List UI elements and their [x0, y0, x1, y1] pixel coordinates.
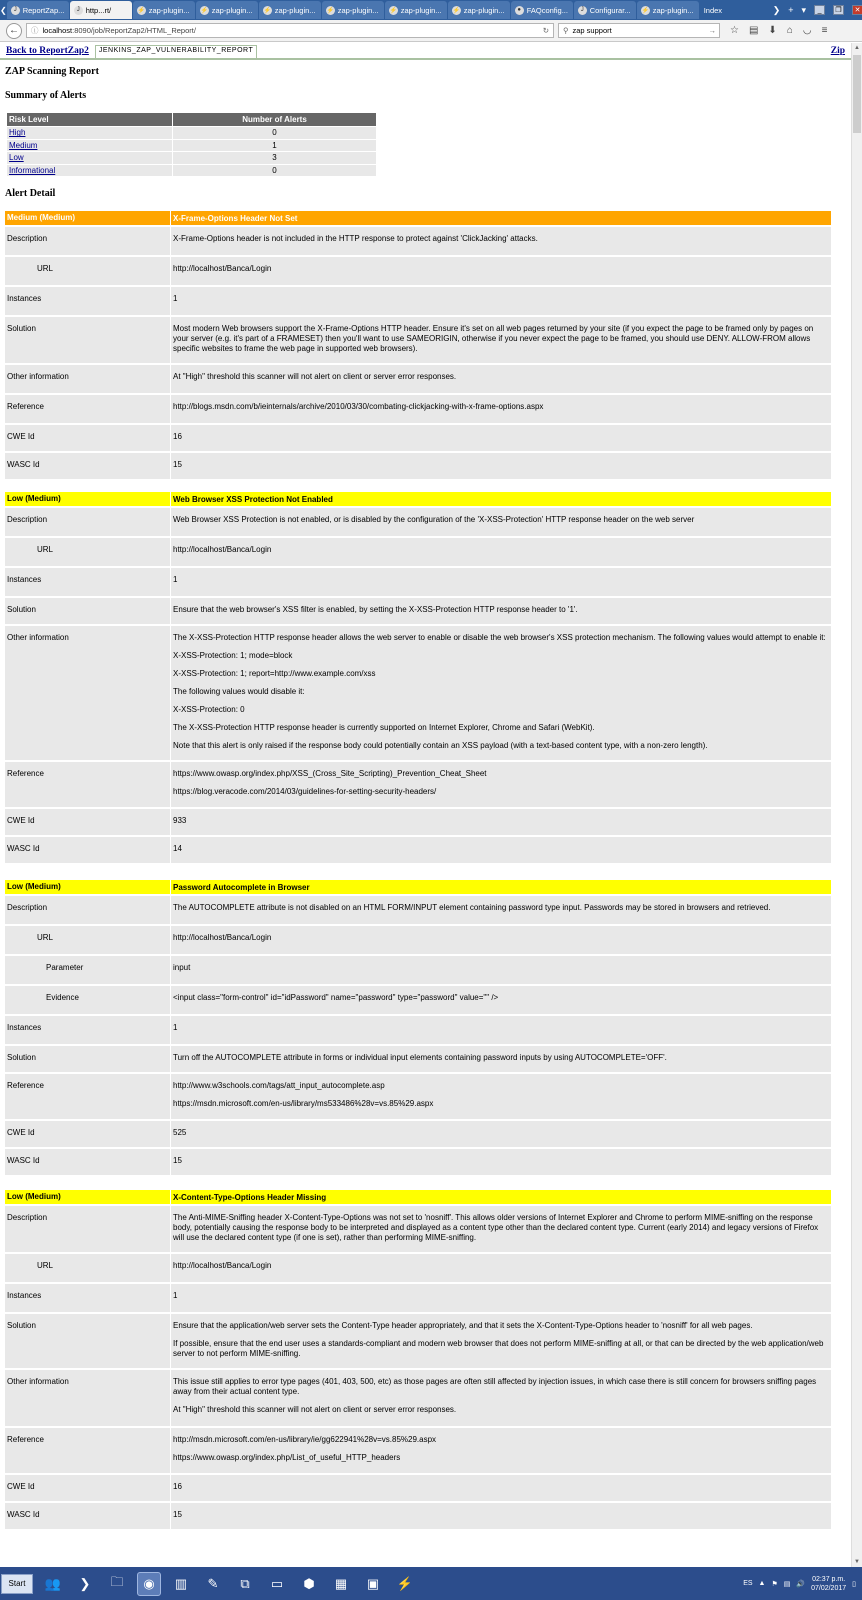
browser-tab[interactable] [196, 1, 258, 19]
report-tab[interactable]: JENKINS_ZAP_VULNERABILITY_REPORT [95, 45, 257, 58]
clock-time: 02:37 p.m. [812, 1575, 846, 1583]
alert-table [5, 880, 831, 1177]
alert-label-parameter: Parameter [5, 956, 170, 984]
alert-detail-heading: Alert Detail [5, 188, 56, 199]
alert-row-instances [5, 287, 831, 315]
alert-label-reference: Reference [5, 762, 170, 807]
alert-row-instances [5, 568, 831, 596]
archive-icon[interactable]: ▥ [174, 1575, 188, 1591]
search-icon: ⚲ [563, 26, 569, 35]
alert-paragraph: X-XSS-Protection: 1; report=http://www.example.com/xss [173, 669, 376, 678]
browser-tab[interactable] [511, 1, 573, 19]
clipboard-icon[interactable]: ▤ [748, 25, 759, 36]
alert-label-description: Description [5, 896, 170, 924]
alert-row-solution [5, 1046, 831, 1072]
alert-row-description [5, 508, 831, 536]
menu-icon[interactable]: ≡ [821, 25, 828, 36]
alert-row-wasc [5, 1149, 831, 1175]
alert-label-cwe: CWE Id [5, 425, 170, 451]
alert-row-cwe [5, 1475, 831, 1501]
url-path: :8090/job/ReportZap2/HTML_Report/ [72, 26, 196, 35]
alert-value-description: The AUTOCOMPLETE attribute is not disabled on an HTML FORM/INPUT element containing password type input. Passwords may be stored in browsers and retrieved. [171, 896, 831, 924]
alert-name: X-Content-Type-Options Header Missing [171, 1190, 831, 1204]
summary-row [7, 152, 376, 164]
info-icon[interactable]: ⓘ [31, 26, 39, 35]
summary-risk-link[interactable]: Informational [9, 165, 56, 175]
jenkins-icon: J [578, 6, 587, 15]
toolbar-icons [730, 25, 827, 36]
scrollbar-thumb[interactable] [853, 55, 861, 133]
search-go-icon[interactable]: → [708, 26, 716, 35]
language-indicator[interactable]: ES [743, 1580, 753, 1587]
alert-name: Web Browser XSS Protection Not Enabled [171, 492, 831, 506]
alert-row-description [5, 227, 831, 255]
browser-tab[interactable] [385, 1, 447, 19]
alert-label-wasc: WASC Id [5, 1503, 170, 1529]
browser-tab-label: Configurar... [589, 5, 631, 15]
tray-flag-icon[interactable]: ⚑ [771, 1580, 778, 1588]
alert-label-cwe: CWE Id [5, 1121, 170, 1147]
file-explorer-icon[interactable]: 🗀 [110, 1573, 124, 1589]
browser-tab[interactable] [7, 1, 69, 19]
reference-link: https://www.owasp.org/index.php/XSS_(Cross_Site_Scripting)_Prevention_Cheat_Sheet [173, 769, 487, 778]
alert-label-wasc: WASC Id [5, 1149, 170, 1175]
clock[interactable] [811, 1575, 846, 1593]
notes-icon[interactable]: ✎ [207, 1575, 219, 1591]
alert-paragraph: If possible, ensure that the end user uses a standards-compliant and modern web browser that does not perform MIME-sniffing at all, or that can be directed by the web application/web server to not perform MIME-sniffing. [173, 1339, 824, 1358]
alert-label-cwe: CWE Id [5, 809, 170, 835]
alert-risk: Low (Medium) [5, 492, 170, 506]
tab-tools [773, 0, 862, 20]
powershell-icon[interactable]: ❯ [79, 1575, 91, 1591]
alert-row-evidence [5, 986, 831, 1014]
alert-value-url: http://localhost/Banca/Login [171, 538, 831, 566]
alert-label-solution: Solution [5, 1314, 170, 1368]
alert-label-description: Description [5, 227, 170, 255]
toolbox-icon[interactable]: ⧉ [240, 1575, 250, 1591]
new-tab-icon[interactable]: + [788, 5, 794, 15]
alert-label-description: Description [5, 1206, 170, 1252]
zap-icon: ⚡ [200, 7, 208, 14]
alert-value-cwe: 525 [171, 1121, 831, 1147]
tray-volume-icon[interactable]: 🔊 [796, 1580, 806, 1588]
alert-value-description: The Anti-MIME-Sniffing header X-Content-Type-Options was not set to 'nosniff'. This allows older versions of Internet Explorer and Chrome to perform MIME-sniffing on the response body, potentially causing the response body to be interpreted and displayed as a content type other than the declared content type. Current (early 2014) and legacy versions of Firefox will use the declared content type (if one is set), rather than performing MIME-sniffing. [171, 1206, 831, 1252]
alert-row-solution [5, 598, 831, 624]
browser-tab-label: ReportZap... [22, 5, 65, 15]
alert-row-description [5, 1206, 831, 1252]
browser-tab[interactable] [322, 1, 384, 19]
alert-risk: Medium (Medium) [5, 211, 170, 225]
alert-paragraph: X-XSS-Protection: 0 [173, 705, 245, 714]
jenkins-icon: J [11, 6, 20, 15]
alert-row-cwe [5, 425, 831, 451]
summary-count: 3 [173, 152, 376, 164]
reference-link: https://blog.veracode.com/2014/03/guidelines-for-setting-security-headers/ [173, 787, 437, 796]
scroll-down-icon[interactable]: ▼ [854, 1559, 860, 1565]
bookmark-star-icon[interactable]: ☆ [730, 25, 739, 36]
alert-value-reference [171, 1074, 831, 1119]
summary-risk-link[interactable]: High [9, 128, 26, 138]
alert-paragraph: The X-XSS-Protection HTTP response header is currently supported on Internet Explorer, Chrome and Safari (WebKit). [173, 723, 595, 732]
alert-row-url [5, 538, 831, 566]
alert-value-reference [171, 1428, 831, 1473]
summary-risk-cell [7, 140, 172, 152]
alert-row-wasc [5, 1503, 831, 1529]
browser-tab-label: zap-plugin... [211, 5, 253, 15]
alert-risk: Low (Medium) [5, 880, 170, 894]
alert-row-instances [5, 1016, 831, 1044]
browser-tab[interactable] [70, 1, 132, 19]
alert-value-wasc: 14 [171, 837, 831, 863]
alert-label-reference: Reference [5, 1074, 170, 1119]
reference-link: https://www.owasp.org/index.php/List_of_useful_HTTP_headers [173, 1453, 401, 1462]
alert-label-other: Other information [5, 626, 170, 760]
summary-row [7, 165, 376, 177]
summary-table [6, 112, 377, 177]
clock-date: 07/02/2017 [811, 1584, 847, 1592]
scroll-up-icon[interactable]: ▲ [854, 45, 860, 51]
alert-row-wasc [5, 837, 831, 863]
browser-tab-strip [0, 0, 862, 20]
browser-tab[interactable] [259, 1, 321, 19]
github-icon: ● [515, 6, 524, 15]
alert-row-solution [5, 1314, 831, 1368]
zap-icon: ⚡ [137, 7, 145, 14]
summary-risk-cell [7, 165, 172, 177]
alert-row-solution [5, 317, 831, 363]
alert-row-cwe [5, 1121, 831, 1147]
alert-label-solution: Solution [5, 317, 170, 363]
alert-value-parameter: input [171, 956, 831, 984]
pocket-icon[interactable]: ◡ [802, 25, 812, 36]
reference-link: http://msdn.microsoft.com/en-us/library/ie/gg622941%28v=vs.85%29.aspx [173, 1435, 437, 1444]
alert-row-wasc [5, 453, 831, 479]
alert-value-instances: 1 [171, 1016, 831, 1044]
restore-icon[interactable]: ❐ [833, 5, 844, 15]
summary-risk-link[interactable]: Medium [9, 140, 38, 150]
alert-paragraph: X-XSS-Protection: 1; mode=block [173, 651, 293, 660]
alert-row-url [5, 1254, 831, 1282]
alert-value-wasc: 15 [171, 453, 831, 479]
show-desktop-icon[interactable]: ▯ [852, 1580, 856, 1588]
system-tray [743, 1575, 862, 1593]
alert-paragraph: The X-XSS-Protection HTTP response header allows the web server to enable or disable the web browser's XSS protection mechanism. The following values would attempt to enable it: [173, 633, 826, 642]
alert-value-reference [171, 395, 831, 423]
browser-tab-label: zap-plugin... [274, 5, 316, 15]
summary-count: 0 [173, 127, 376, 139]
browser-tab[interactable] [448, 1, 510, 19]
alert-label-instances: Instances [5, 1284, 170, 1312]
zap-icon: ⚡ [452, 7, 460, 14]
start-label: Start [8, 1579, 26, 1588]
alert-row-cwe [5, 809, 831, 835]
alert-paragraph: The following values would disable it: [173, 687, 305, 696]
firefox-icon[interactable]: ◉ [137, 1572, 161, 1596]
close-window-icon[interactable]: ✕ [852, 5, 862, 15]
alert-value-cwe: 16 [171, 1475, 831, 1501]
alert-header-row [5, 211, 831, 225]
browser-tab-label: zap-plugin... [148, 5, 190, 15]
alert-label-evidence: Evidence [5, 986, 170, 1014]
summary-row [7, 140, 376, 152]
alert-paragraph: This issue still applies to error type pages (401, 403, 500, etc) as those pages are often still affected by injection issues, in which case there is still concern for browsers sniffing pages away from their actual content type. [173, 1377, 817, 1396]
alert-paragraph: At "High" threshold this scanner will not alert on client or server error responses. [173, 1405, 457, 1414]
alert-row-instances [5, 1284, 831, 1312]
summary-heading: Summary of Alerts [5, 90, 87, 101]
alert-value-other [171, 1370, 831, 1426]
browser-tab[interactable] [700, 1, 772, 19]
browser-tab-label: zap-plugin... [337, 5, 379, 15]
url-host: localhost [42, 26, 73, 35]
alert-label-instances: Instances [5, 287, 170, 315]
back-arrow-icon[interactable]: ← [6, 23, 22, 39]
alert-value-other: At "High" threshold this scanner will not alert on client or server error responses. [171, 365, 831, 393]
alert-label-reference: Reference [5, 1428, 170, 1473]
minimize-icon[interactable]: _ [814, 5, 825, 15]
alert-value-instances: 1 [171, 287, 831, 315]
alert-label-instances: Instances [5, 568, 170, 596]
summary-count: 0 [173, 165, 376, 177]
browser-tab-label: FAQconfig... [526, 5, 568, 15]
alert-table [5, 1190, 831, 1531]
alert-row-url [5, 926, 831, 954]
back-to-project-link[interactable]: Back to ReportZap2 [6, 46, 89, 56]
summary-count: 1 [173, 140, 376, 152]
alert-paragraph: Note that this alert is only raised if the response body could potentially contain an XSS payload (with a text-based content type, with a non-zero length). [173, 741, 708, 750]
alert-value-url: http://localhost/Banca/Login [171, 1254, 831, 1282]
alert-label-url: URL [5, 257, 170, 285]
alert-label-reference: Reference [5, 395, 170, 423]
zap-icon: ⚡ [263, 7, 271, 14]
alert-value-solution: Ensure that the web browser's XSS filter is enabled, by setting the X-XSS-Protection HTTP response header to '1'. [171, 598, 831, 624]
alert-header-row [5, 880, 831, 894]
alert-value-url: http://localhost/Banca/Login [171, 257, 831, 285]
alert-row-reference [5, 1074, 831, 1119]
alert-label-wasc: WASC Id [5, 837, 170, 863]
tab-scroll-right-icon[interactable]: ❯ [772, 4, 781, 15]
reference-link: http://www.w3schools.com/tags/att_input_autocomplete.asp [173, 1081, 385, 1090]
zap-icon: ⚡ [389, 7, 397, 14]
alert-value-description: X-Frame-Options header is not included in the HTTP response to protect against 'ClickJacking' attacks. [171, 227, 831, 255]
download-icon[interactable]: ⬇ [768, 25, 777, 36]
browser-tab[interactable] [574, 1, 636, 19]
alert-value-instances: 1 [171, 1284, 831, 1312]
browser-tab-label: http...rt/ [85, 5, 112, 15]
alert-value-description: Web Browser XSS Protection is not enabled, or is disabled by the configuration of the 'X-XSS-Protection' HTTP response header on the web server [171, 508, 831, 536]
zap-app-icon[interactable]: ⚡ [396, 1575, 414, 1591]
report-page [0, 43, 851, 1567]
report-header-bar [0, 43, 851, 60]
alert-table [5, 492, 831, 865]
zip-link[interactable]: Zip [830, 46, 845, 56]
alert-label-url: URL [5, 926, 170, 954]
summary-risk-cell [7, 152, 172, 164]
alert-value-evidence: <input class="form-control" id="idPassword" name="password" type="password" value="" /> [171, 986, 831, 1014]
tray-network-icon[interactable]: ▤ [783, 1580, 791, 1588]
tray-arrow-icon[interactable]: ▲ [758, 1580, 766, 1587]
browser-tab-label: Index [703, 5, 723, 15]
alert-row-reference [5, 1428, 831, 1473]
jenkins-icon: J [74, 6, 83, 15]
users-app-icon[interactable]: 👥 [44, 1575, 62, 1591]
alert-table [5, 211, 831, 481]
page-scrollbar[interactable] [851, 43, 862, 1567]
browser-tab[interactable] [133, 1, 195, 19]
alert-value-wasc: 15 [171, 1503, 831, 1529]
alert-value-instances: 1 [171, 568, 831, 596]
summary-risk-cell [7, 127, 172, 139]
alert-value-url: http://localhost/Banca/Login [171, 926, 831, 954]
address-bar[interactable] [26, 23, 554, 38]
alert-label-url: URL [5, 538, 170, 566]
alert-risk: Low (Medium) [5, 1190, 170, 1204]
alert-header-row [5, 1190, 831, 1204]
tab-scroll-left-icon[interactable]: ❮ [0, 5, 7, 15]
alert-value-other [171, 626, 831, 760]
alert-header-row [5, 492, 831, 506]
alert-name: Password Autocomplete in Browser [171, 880, 831, 894]
start-button[interactable] [1, 1574, 33, 1594]
navigation-bar [0, 20, 862, 42]
summary-col-risk: Risk Level [7, 113, 172, 126]
alert-value-solution [171, 1314, 831, 1368]
alert-value-reference [171, 762, 831, 807]
browser-tab-label: zap-plugin... [652, 5, 694, 15]
zap-icon: ⚡ [641, 7, 649, 14]
reference-link: https://msdn.microsoft.com/en-us/library/ms533486%28v=vs.85%29.aspx [173, 1099, 434, 1108]
server-manager-icon[interactable]: ▦ [334, 1575, 348, 1591]
alert-row-other [5, 365, 831, 393]
browser-tab[interactable] [637, 1, 699, 19]
home-icon[interactable]: ⌂ [786, 25, 793, 36]
alert-value-solution: Most modern Web browsers support the X-Frame-Options HTTP header. Ensure it's set on all web pages returned by your site (if you expect the page to be framed only by pages on your server (e.g. it's part of a FRAMESET) then you'll want to use SAMEORIGIN, otherwise if you never expect the page to be framed, you should use DENY. ALLOW-FROM allows specific websites to frame the web page in supported web browsers). [171, 317, 831, 363]
alert-row-url [5, 257, 831, 285]
tab-list-icon[interactable]: ▾ [801, 4, 807, 15]
alert-row-description [5, 896, 831, 924]
summary-risk-link[interactable]: Low [9, 153, 24, 163]
browser-tab-label: zap-plugin... [400, 5, 442, 15]
alert-row-reference [5, 395, 831, 423]
browser-tab-label: zap-plugin... [463, 5, 505, 15]
reload-icon[interactable]: ↻ [542, 26, 549, 35]
alert-row-parameter [5, 956, 831, 984]
network-app-icon[interactable]: ⬢ [303, 1575, 315, 1591]
alert-label-solution: Solution [5, 1046, 170, 1072]
alert-value-wasc: 15 [171, 1149, 831, 1175]
window-app-icon[interactable]: ▣ [366, 1575, 380, 1591]
alert-row-other [5, 1370, 831, 1426]
zap-icon: ⚡ [326, 7, 334, 14]
command-prompt-icon[interactable]: ▭ [270, 1575, 284, 1591]
search-input[interactable] [558, 23, 720, 38]
alert-value-cwe: 933 [171, 809, 831, 835]
alert-name: X-Frame-Options Header Not Set [171, 211, 831, 225]
alert-paragraph: Ensure that the application/web server sets the Content-Type header appropriately, and that it sets the X-Content-Type-Options header to 'nosniff' for all web pages. [173, 1321, 753, 1330]
alert-row-reference [5, 762, 831, 807]
alert-label-instances: Instances [5, 1016, 170, 1044]
search-value: zap support [572, 26, 612, 35]
reference-link: http://blogs.msdn.com/b/ieinternals/archive/2010/03/30/combating-clickjacking-with-x-frame-options.aspx [173, 402, 544, 411]
alert-label-description: Description [5, 508, 170, 536]
alert-label-url: URL [5, 1254, 170, 1282]
alert-label-wasc: WASC Id [5, 453, 170, 479]
taskbar [0, 1567, 862, 1600]
summary-row [7, 127, 376, 139]
alert-row-other [5, 626, 831, 760]
summary-col-count: Number of Alerts [173, 113, 376, 126]
alert-label-other: Other information [5, 365, 170, 393]
alert-label-cwe: CWE Id [5, 1475, 170, 1501]
report-title: ZAP Scanning Report [5, 66, 99, 77]
alert-value-solution: Turn off the AUTOCOMPLETE attribute in forms or individual input elements containing password inputs by using AUTOCOMPLETE='OFF'. [171, 1046, 831, 1072]
alert-value-cwe: 16 [171, 425, 831, 451]
alert-label-other: Other information [5, 1370, 170, 1426]
alert-label-solution: Solution [5, 598, 170, 624]
